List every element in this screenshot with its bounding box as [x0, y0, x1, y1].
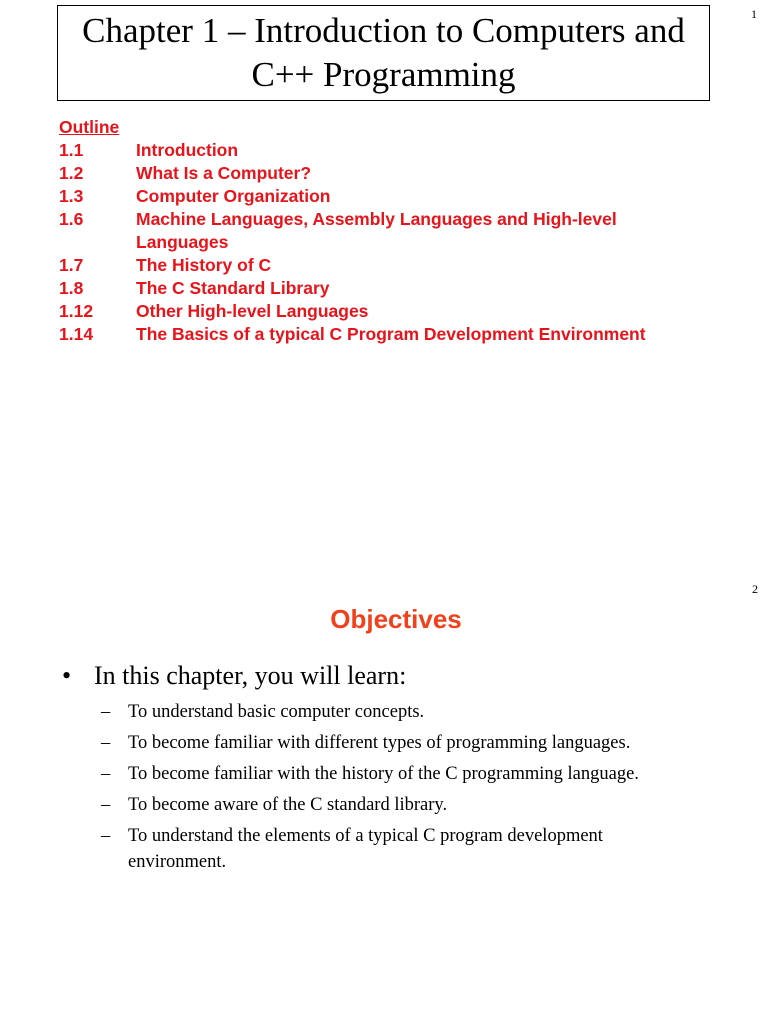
outline-item-number: 1.14	[59, 324, 94, 344]
outline-item-number: 1.2	[59, 163, 84, 183]
page-number-1: 1	[751, 7, 757, 21]
dash-icon: –	[101, 795, 111, 815]
outline-item	[59, 300, 696, 323]
outline-item-text: The C Standard Library	[136, 278, 330, 298]
outline-item-number: 1.3	[59, 186, 84, 206]
objective-item	[101, 793, 681, 819]
outline-item-number: 1.7	[59, 255, 84, 275]
chapter-title-box	[57, 5, 710, 101]
objective-item	[101, 824, 681, 875]
outline-item-number: 1.1	[59, 140, 84, 160]
bullet-dot-icon: •	[62, 661, 72, 690]
outline-item-text: Machine Languages, Assembly Languages and High-level Languages	[136, 209, 617, 252]
outline-section	[59, 116, 696, 346]
objective-item	[101, 731, 681, 757]
objective-text: To understand basic computer concepts.	[128, 702, 425, 722]
outline-item-number: 1.8	[59, 278, 84, 298]
outline-item	[59, 139, 696, 162]
objective-item	[101, 762, 681, 788]
outline-item-text: Computer Organization	[136, 186, 331, 206]
objectives-list	[101, 700, 681, 881]
lead-bullet	[62, 659, 406, 693]
outline-item	[59, 277, 696, 300]
outline-item	[59, 323, 696, 346]
outline-heading: Outline	[59, 117, 120, 137]
outline-item-number: 1.12	[59, 301, 94, 321]
outline-item	[59, 162, 696, 185]
outline-item-text: What Is a Computer?	[136, 163, 312, 183]
outline-item	[59, 185, 696, 208]
dash-icon: –	[101, 826, 111, 846]
outline-item-text: Introduction	[136, 140, 239, 160]
objectives-heading: Objectives	[330, 604, 462, 634]
outline-item-number: 1.6	[59, 209, 84, 229]
outline-item	[59, 254, 696, 277]
chapter-title: Chapter 1 – Introduction to Computers and C++ Programming	[82, 11, 685, 94]
dash-icon: –	[101, 702, 111, 722]
lead-text: In this chapter, you will learn:	[94, 661, 407, 690]
objective-text: To become familiar with different types of programming languages.	[128, 733, 631, 753]
page-number-2: 2	[752, 582, 758, 596]
objective-text: To understand the elements of a typical C program development environment.	[128, 826, 603, 872]
objective-text: To become familiar with the history of the C programming language.	[128, 764, 639, 784]
outline-item	[59, 208, 696, 254]
objective-text: To become aware of the C standard library.	[128, 795, 448, 815]
objective-item	[101, 700, 681, 726]
outline-item-text: Other High-level Languages	[136, 301, 369, 321]
outline-item-text: The History of C	[136, 255, 272, 275]
outline-item-text: The Basics of a typical C Program Development Environment	[136, 324, 646, 344]
dash-icon: –	[101, 764, 111, 784]
dash-icon: –	[101, 733, 111, 753]
